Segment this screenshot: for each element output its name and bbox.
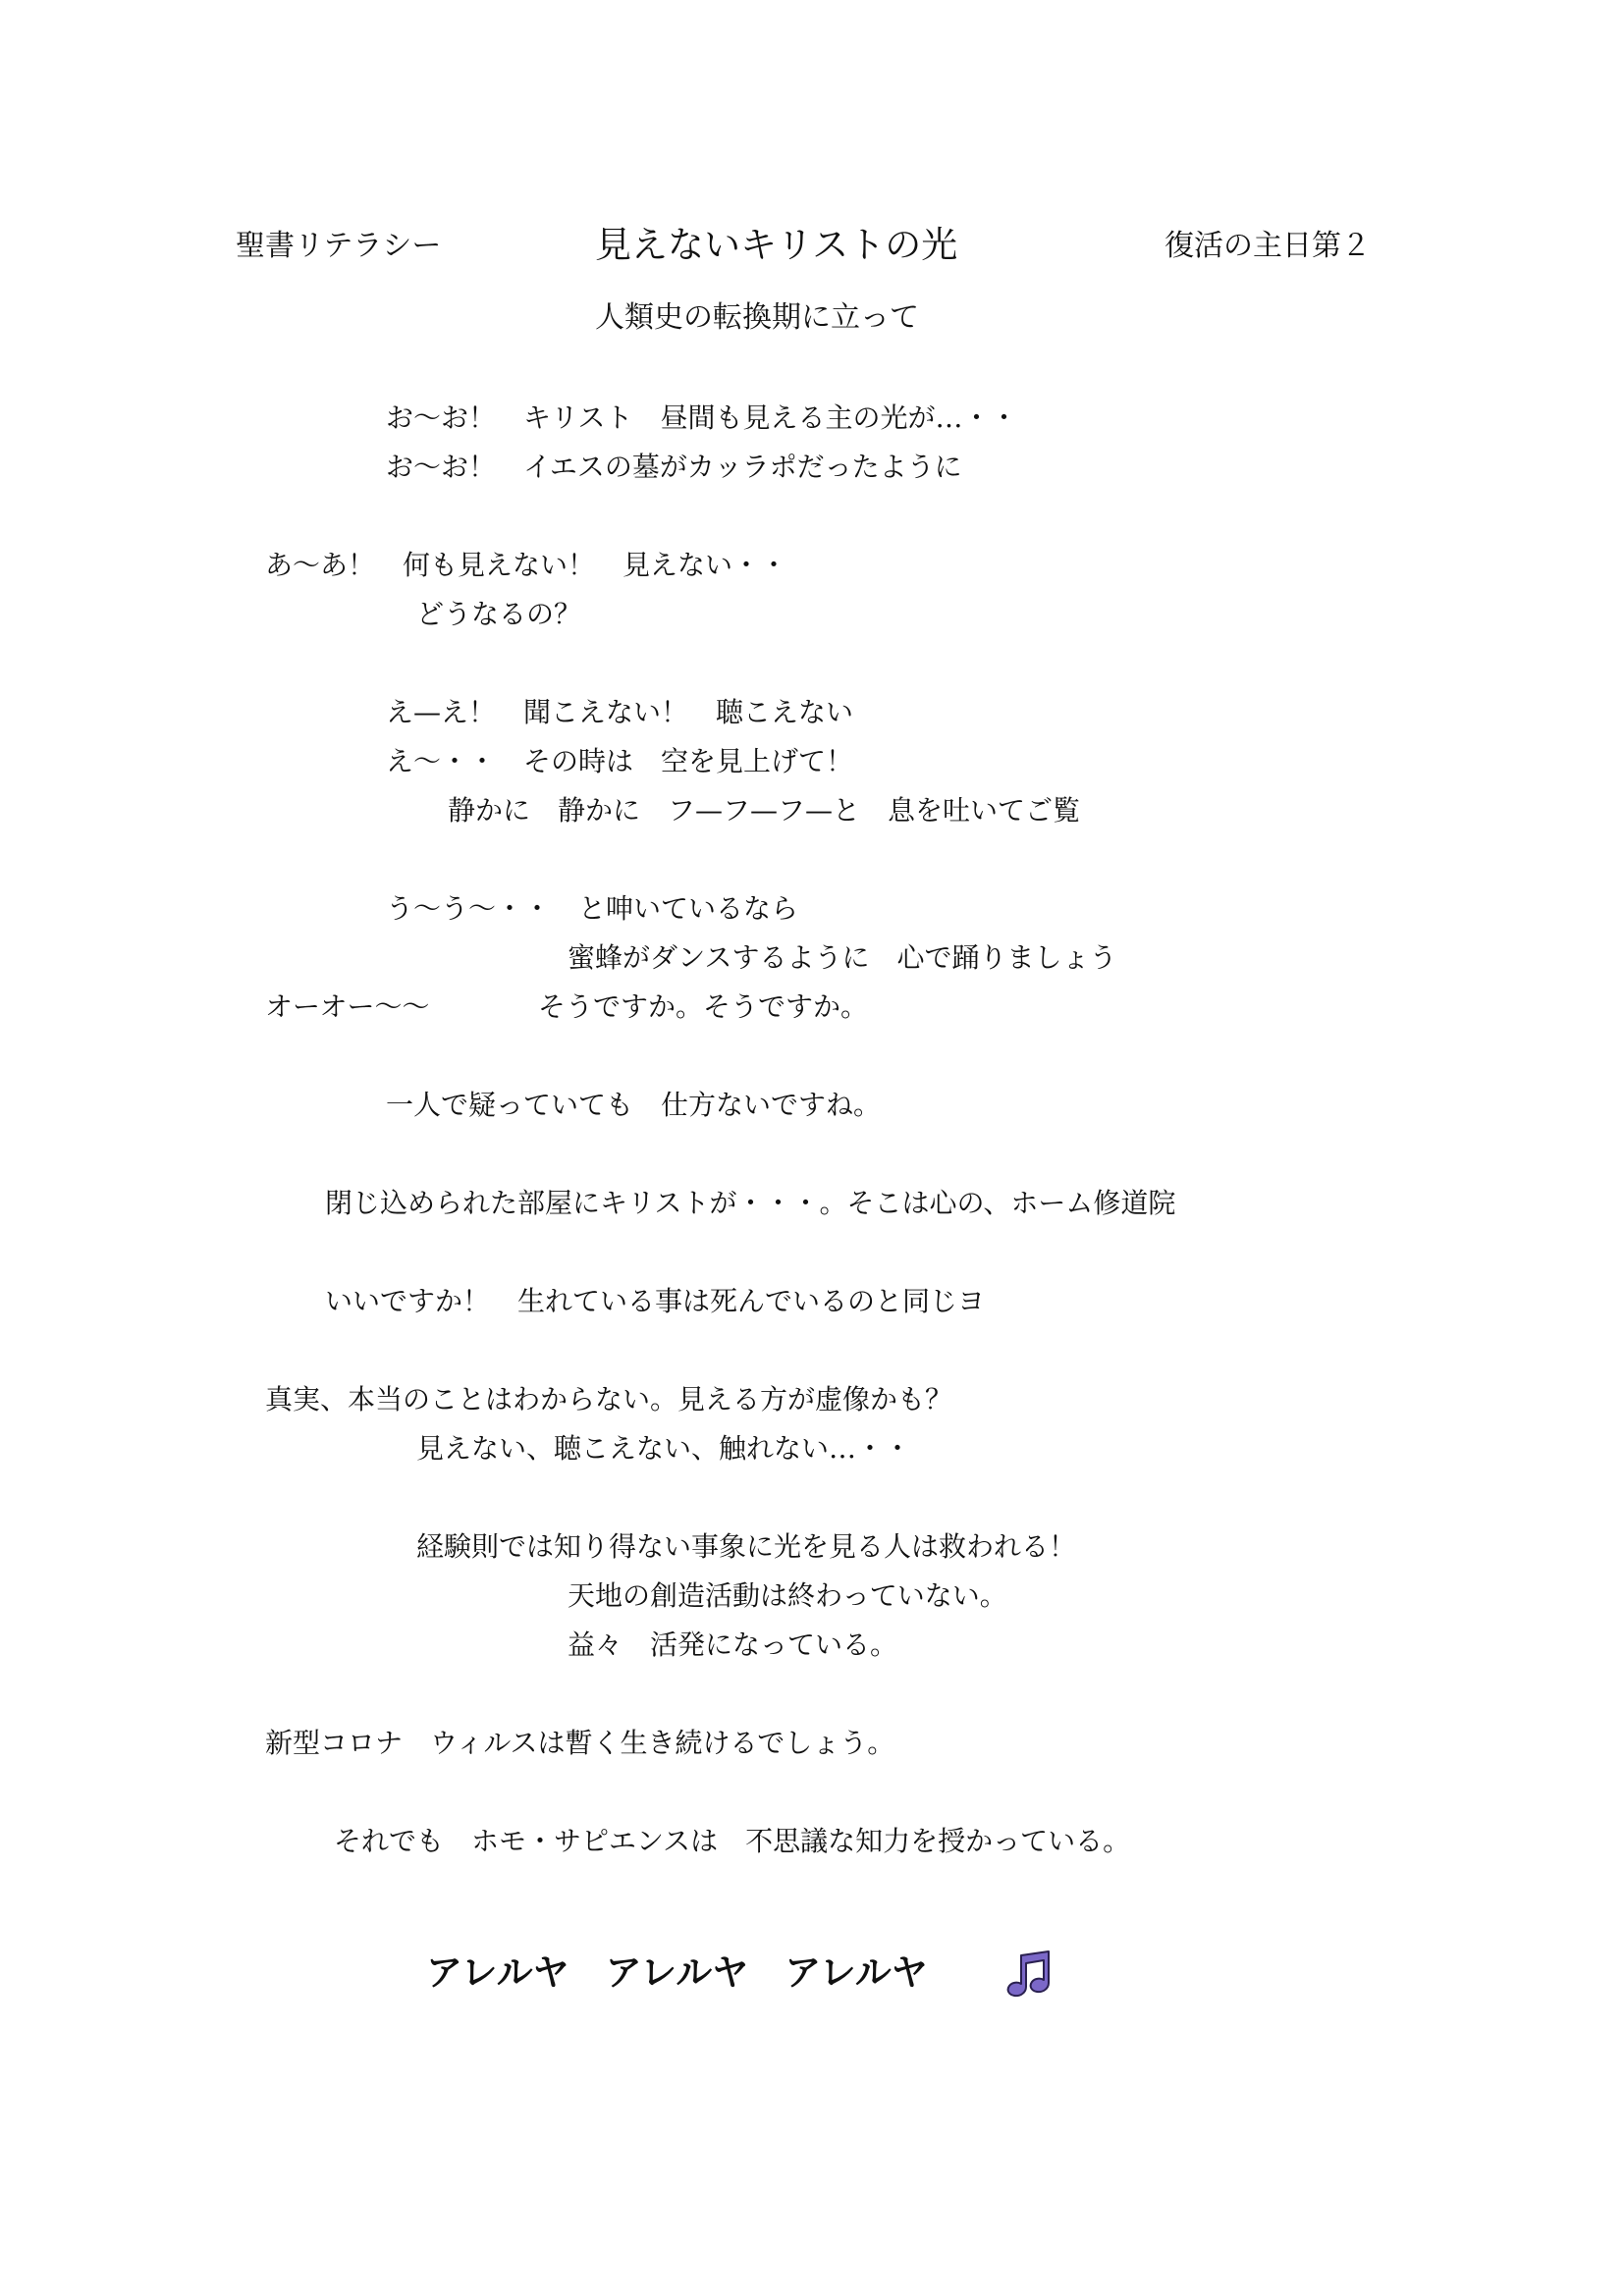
poem-line: 益々 活発になっている。	[568, 1629, 898, 1661]
poem-line: お～お！ キリスト 昼間も見える主の光が…・・	[386, 401, 1018, 434]
poem-line: 閉じ込められた部屋にキリストが・・・。そこは心の、ホーム修道院	[325, 1187, 1176, 1219]
poem-line: 真実、本当のことはわからない。見える方が虚像かも？	[265, 1383, 953, 1415]
poem-line: オーオー～～	[265, 990, 430, 1023]
music-note-icon	[1003, 1949, 1055, 2001]
poem-line: 見えない、聴こえない、触れない…・・	[416, 1432, 912, 1465]
poem-line: 蜜蜂がダンスするように 心で踊りましょう	[568, 941, 1117, 974]
poem-line: 静かに 静かに フ—フ—フ—と 息を吐いてご覧	[448, 794, 1081, 827]
poem-line: あ～あ！ 何も見えない！ 見えない・・	[265, 549, 788, 581]
poem-line: それでも ホモ・サピエンスは 不思議な知力を授かっている。	[334, 1825, 1131, 1857]
poem-line: 経験則では知り得ない事象に光を見る人は救われる！	[416, 1530, 1077, 1563]
poem-line: 天地の創造活動は終わっていない。	[568, 1579, 1007, 1612]
poem-line: え—え！ 聞こえない！ 聴こえない	[386, 696, 854, 728]
poem-line: 新型コロナ ウィルスは暫く生き続けるでしょう。	[265, 1727, 895, 1759]
poem-line: いいですか！ 生れている事は死んでいるのと同じヨ	[325, 1285, 986, 1317]
page-subtitle: 人類史の転換期に立って	[595, 300, 919, 335]
poem-line: え～・・ その時は 空を見上げて！	[386, 745, 854, 777]
closing-line: アレルヤ アレルヤ アレルヤ	[426, 1951, 928, 1994]
header-left-label: 聖書リテラシー	[236, 229, 442, 263]
poem-line: お～お！ イエスの墓がカッラポだったように	[386, 451, 962, 483]
header-right-label: 復活の主日第２	[1164, 229, 1371, 263]
poem-line: そうですか。そうですか。	[538, 990, 869, 1023]
poem-line: う～う～・・ と呻いているなら	[386, 892, 799, 925]
poem-line: 一人で疑っていても 仕方ないですね。	[386, 1089, 882, 1121]
page-title: 見えないキリストの光	[595, 224, 958, 266]
poem-line: どうなるの？	[416, 598, 582, 630]
